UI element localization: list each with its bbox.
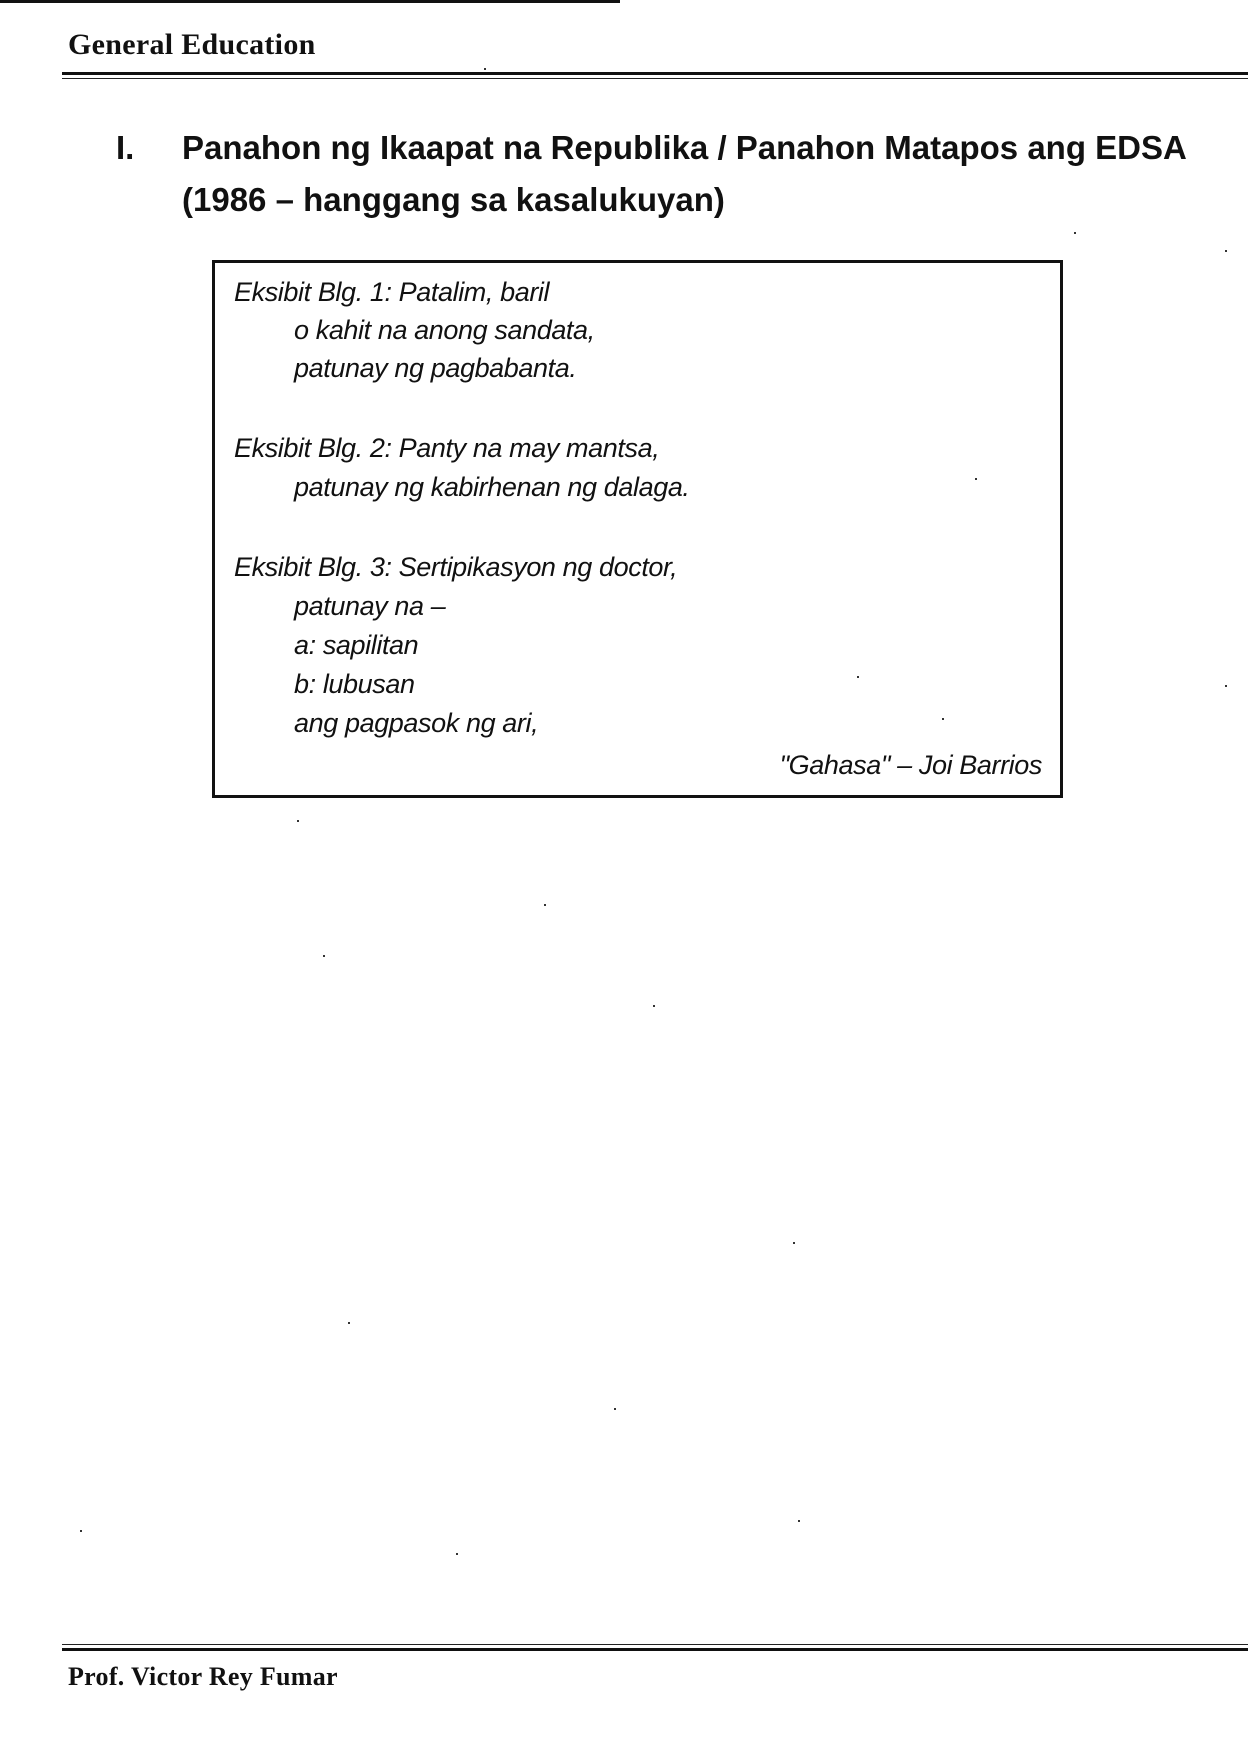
- scan-speck: [798, 1520, 800, 1522]
- scan-speck: [793, 1242, 795, 1244]
- exhibit-poem-box: [212, 260, 1063, 798]
- poem-line: b: lubusan: [294, 669, 415, 699]
- scan-speck: [484, 68, 486, 70]
- poem-line: ang pagpasok ng ari,: [294, 708, 539, 738]
- scan-speck: [975, 478, 977, 480]
- poem-line: patunay ng pagbabanta.: [294, 353, 577, 383]
- top-edge-rule: [0, 0, 620, 3]
- poem-line: o kahit na anong sandata,: [294, 315, 595, 345]
- scan-speck: [1225, 250, 1227, 252]
- scan-speck: [323, 955, 325, 957]
- scan-speck: [297, 820, 299, 822]
- scan-speck: [942, 718, 944, 720]
- poem-line: Eksibit Blg. 2: Panty na may mantsa,: [234, 433, 660, 463]
- footer-divider: [62, 1644, 1248, 1651]
- scan-speck: [1225, 685, 1227, 687]
- scan-speck: [1074, 232, 1076, 234]
- poem-line: Eksibit Blg. 3: Sertipikasyon ng doctor,: [234, 552, 678, 582]
- scan-speck: [80, 1530, 82, 1532]
- scan-speck: [857, 676, 859, 678]
- scan-speck: [653, 1005, 655, 1007]
- poem-line: patunay na –: [294, 591, 446, 621]
- section-title-line-2: (1986 – hanggang sa kasalukuyan): [182, 181, 725, 218]
- scan-speck: [544, 904, 546, 906]
- scan-speck: [348, 1322, 350, 1324]
- poem-attribution: "Gahasa" – Joi Barrios: [779, 750, 1042, 780]
- section-title: [182, 122, 1214, 226]
- page-header-title: General Education: [68, 28, 316, 61]
- poem-line: patunay ng kabirhenan ng dalaga.: [294, 472, 690, 502]
- header-divider: [62, 72, 1248, 79]
- scan-speck: [614, 1408, 616, 1410]
- poem-line: a: sapilitan: [294, 630, 419, 660]
- scan-speck: [456, 1553, 458, 1555]
- poem-line: Eksibit Blg. 1: Patalim, baril: [234, 277, 550, 307]
- footer-author: Prof. Victor Rey Fumar: [68, 1662, 338, 1691]
- section-number: I.: [116, 129, 135, 166]
- section-title-line-1: Panahon ng Ikaapat na Republika / Panahon Matapos ang EDSA: [182, 129, 1187, 166]
